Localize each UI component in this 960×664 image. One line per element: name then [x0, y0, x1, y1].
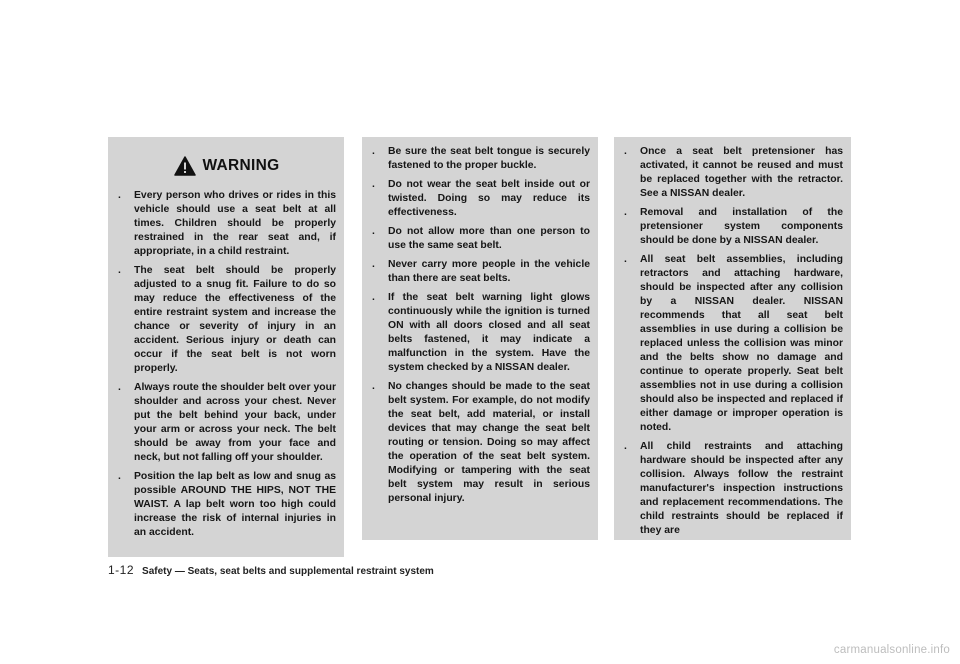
warning-header: [118, 155, 336, 177]
list-item: . If the seat belt warning light glows continuously while the ignition is turned ON with all doors closed and all seat belts fastened, it may indicate a malfunction in the system. Have the system checked by a NISSAN dealer.: [372, 292, 590, 373]
bullet: .: [118, 471, 121, 482]
warning-panel-column-2: [362, 137, 598, 540]
bullet: .: [624, 146, 627, 157]
list-item: . All seat belt assemblies, including retractors and attaching hardware, should be inspected after any collision by a NISSAN dealer. NISSAN recommends that all seat belt assemblies in use during a collision be replaced unless the collision was minor and the belts show no damage and continue to operate properly. Seat belt assemblies not in use during a collision should also be inspected and replaced if either damage or improper operation is noted.: [624, 254, 843, 433]
list-item: . Every person who drives or rides in this vehicle should use a seat belt at all times. Children should be properly restrained in the rear seat and, if appropriate, in a child restraint.: [118, 190, 336, 257]
list-item: . Never carry more people in the vehicle than there are seat belts.: [372, 259, 590, 284]
list-item: . Do not wear the seat belt inside out or twisted. Doing so may reduce its effectiveness.: [372, 179, 590, 218]
bullet: .: [372, 226, 375, 237]
bullet: .: [624, 207, 627, 218]
warning-panel-column-1: [108, 137, 344, 557]
warning-list-3: [624, 145, 843, 538]
warning-triangle-icon: [174, 156, 196, 176]
bullet: .: [624, 254, 627, 265]
bullet: .: [372, 259, 375, 270]
bullet: .: [118, 382, 121, 393]
bullet: .: [624, 441, 627, 452]
bullet: .: [118, 265, 121, 276]
watermark[interactable]: carmanualsonline.info: [833, 644, 950, 656]
section-title: Safety — Seats, seat belts and supplemental restraint system: [142, 566, 434, 577]
warning-title: WARNING: [202, 157, 280, 174]
list-item: . Always route the shoulder belt over your shoulder and across your chest. Never put the belt behind your back, under your arm or across your neck. The belt should be away from your face and neck, but not falling off your shoulder.: [118, 382, 336, 463]
page-number: 1-12: [108, 563, 135, 577]
list-item: . Removal and installation of the pretensioner system components should be done by a NISSAN dealer.: [624, 207, 843, 246]
list-item: . Be sure the seat belt tongue is securely fastened to the proper buckle.: [372, 146, 590, 171]
list-item: . Position the lap belt as low and snug as possible AROUND THE HIPS, NOT THE WAIST. A lap belt worn too high could increase the risk of internal injuries in an accident.: [118, 471, 336, 538]
list-item: . Do not allow more than one person to use the same seat belt.: [372, 226, 590, 251]
warning-panel-column-3: [614, 137, 851, 540]
bullet: .: [118, 190, 121, 201]
bullet: .: [372, 292, 375, 303]
warning-list-2: [372, 145, 590, 506]
list-item: . All child restraints and attaching hardware should be inspected after any collision. Always follow the restraint manufacturer's inspection instructions and replacement recommendations. The child restraints should be replaced if they are: [624, 441, 843, 536]
warning-list-1: [118, 189, 336, 540]
bullet: .: [372, 146, 375, 157]
bullet: .: [372, 179, 375, 190]
list-item: . No changes should be made to the seat belt system. For example, do not modify the seat belt, add material, or install devices that may change the seat belt routing or tension. Doing so may affect the operation of the seat belt system. Modifying or tampering with the seat belt system may result in serious personal injury.: [372, 381, 590, 504]
list-item: . The seat belt should be properly adjusted to a snug fit. Failure to do so may reduce the effectiveness of the entire restraint system and increase the chance or severity of injury in an accident. Serious injury or death can occur if the seat belt is not worn properly.: [118, 265, 336, 374]
page-footer: [108, 563, 434, 579]
bullet: .: [372, 381, 375, 392]
list-item: . Once a seat belt pretensioner has activated, it cannot be reused and must be replaced together with the retractor. See a NISSAN dealer.: [624, 146, 843, 199]
